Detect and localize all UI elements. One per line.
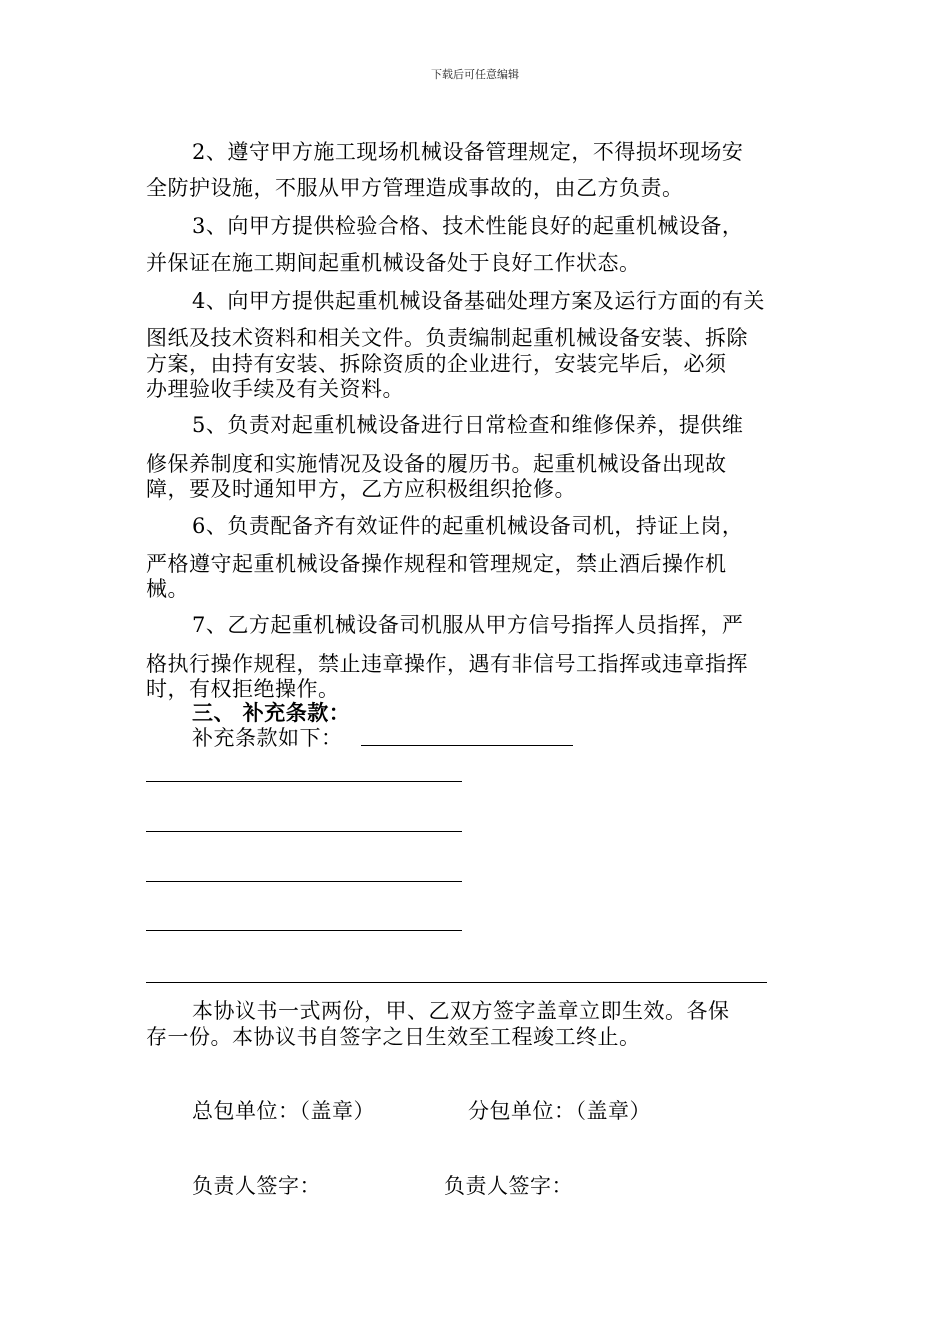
page-header: 下载后可任意编辑 [431, 68, 519, 81]
item-4-line-4: 办理验收手续及有关资料。 [146, 377, 404, 401]
section-3-heading: 三、 补充条款： [192, 700, 351, 725]
blank-line-2 [146, 831, 462, 832]
blank-line-5 [146, 982, 767, 983]
blank-line-1 [146, 781, 462, 782]
item-2-line-1: 2、遵守甲方施工现场机械设备管理规定，不得损坏现场安 [192, 140, 744, 164]
item-5-line-1: 5、负责对起重机械设备进行日常检查和维修保养，提供维 [192, 413, 744, 437]
item-7-line-3: 时，有权拒绝操作。 [146, 677, 340, 701]
item-7-line-2: 格执行操作规程，禁止违章操作，遇有非信号工指挥或违章指挥 [146, 652, 748, 676]
signature-left: 负责人签字： [192, 1174, 321, 1198]
item-5-line-2: 修保养制度和实施情况及设备的履历书。起重机械设备出现故 [146, 452, 727, 476]
closing-line-2: 存一份。本协议书自签字之日生效至工程竣工终止。 [146, 1025, 641, 1049]
item-6-line-2: 严格遵守起重机械设备操作规程和管理规定，禁止酒后操作机 [146, 552, 727, 576]
item-7-line-1: 7、乙方起重机械设备司机服从甲方信号指挥人员指挥，严 [192, 613, 744, 637]
item-6-line-3: 械。 [146, 577, 189, 601]
item-6-line-1: 6、负责配备齐有效证件的起重机械设备司机，持证上岗， [192, 514, 744, 538]
item-4-line-3: 方案，由持有安装、拆除资质的企业进行，安装完毕后，必须 [146, 352, 727, 376]
general-contractor-seal: 总包单位：（盖章） [192, 1099, 375, 1123]
signature-right: 负责人签字： [444, 1174, 573, 1198]
subcontractor-seal: 分包单位：（盖章） [468, 1099, 651, 1123]
blank-line-inline [361, 745, 573, 746]
item-2-line-2: 全防护设施，不服从甲方管理造成事故的，由乙方负责。 [146, 176, 684, 200]
item-5-line-3: 障，要及时通知甲方，乙方应积极组织抢修。 [146, 477, 576, 501]
item-3-line-1: 3、向甲方提供检验合格、技术性能良好的起重机械设备， [192, 214, 744, 238]
item-3-line-2: 并保证在施工期间起重机械设备处于良好工作状态。 [146, 251, 641, 275]
blank-line-4 [146, 930, 462, 931]
item-4-line-2: 图纸及技术资料和相关文件。负责编制起重机械设备安装、拆除 [146, 326, 748, 350]
closing-line-1: 本协议书一式两份，甲、乙双方签字盖章立即生效。各保 [192, 999, 730, 1023]
blank-line-3 [146, 881, 462, 882]
item-4-line-1: 4、向甲方提供起重机械设备基础处理方案及运行方面的有关 [192, 289, 765, 313]
supplementary-intro: 补充条款如下： [192, 726, 343, 750]
